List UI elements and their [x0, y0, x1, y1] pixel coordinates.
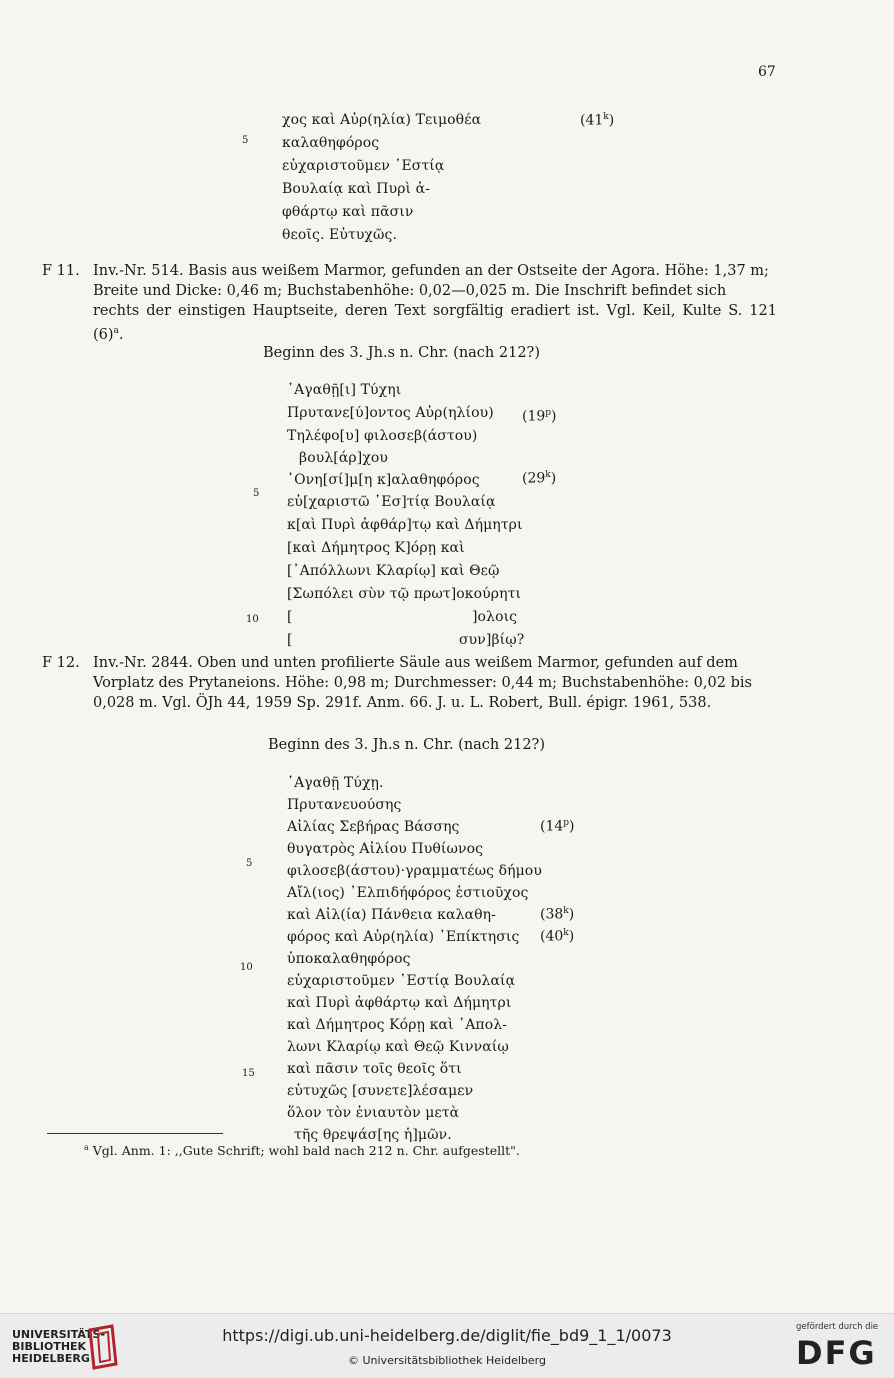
inscription-line: καὶ Πυρὶ ἀφθάρτῳ καὶ Δήμητρι — [287, 995, 512, 1011]
inscription-line: Πρυτανευούσης — [287, 797, 402, 813]
inscription-line: εὐχαριστοῦμεν ῾Εστίᾳ — [282, 158, 445, 174]
permalink-url[interactable]: https://digi.ub.uni-heidelberg.de/diglit/fie_bd9_1_1/0073 — [222, 1326, 672, 1345]
inscription-line: εὐ[χαριστῶ ῾Εσ]τίᾳ Βουλαίᾳ — [287, 494, 496, 510]
description-line: Inv.-Nr. 514. Basis aus weißem Marmor, gefunden an der Ostseite der Agora. Höhe: 1,37 m; — [93, 263, 769, 279]
footer-banner — [0, 1313, 894, 1378]
line-number: 10 — [246, 614, 259, 625]
inscription-line: χος καὶ Αὐρ(ηλία) Τειμοθέα — [282, 112, 482, 128]
copyright-text: © Universitätsbibliothek Heidelberg — [347, 1354, 546, 1367]
entry-label: F 12. — [42, 655, 80, 671]
reference-note: (14$^p$) — [540, 818, 575, 835]
dating-line: Beginn des 3. Jh.s n. Chr. (nach 212?) — [263, 345, 540, 361]
line-number: 15 — [242, 1068, 255, 1079]
inscription-line: Βουλαίᾳ καὶ Πυρὶ ἀ- — [282, 181, 431, 197]
inscription-line: φθάρτῳ καὶ πᾶσιν — [282, 204, 414, 220]
reference-note: (29$^k$) — [522, 470, 557, 487]
inscription-line: φιλοσεβ(άστου)·γραμματέως δήμου — [287, 863, 542, 879]
inscription-line: καὶ Δήμητρος Κόρῃ καὶ ᾿Απολ- — [287, 1017, 508, 1033]
inscription-line: λωνι Κλαρίῳ καὶ Θεῷ Κινναίῳ — [287, 1039, 509, 1055]
inscription-line-end: συν]βίῳ? — [459, 632, 525, 648]
inscription-line: Πρυτανε[ύ]οντος Αὐρ(ηλίου) — [287, 405, 494, 421]
entry-f12-description — [42, 653, 777, 713]
description-line: Vorplatz des Prytaneions. Höhe: 0,98 m; Durchmesser: 0,44 m; Buchstabenhöhe: 0,02 bis — [93, 675, 752, 691]
reference-note: (38$^k$) — [540, 906, 575, 923]
inscription-line: [᾿Απόλλωνι Κλαρίῳ] καὶ Θεῷ — [287, 563, 500, 579]
dfg-logo[interactable]: DFG — [796, 1334, 877, 1372]
inscription-line: Αἴλ(ιος) ᾿Ελπιδήφόρος ἑστιοῦχος — [287, 885, 529, 901]
inscription-line: τῆς θρεψάσ[ης ἡ]μῶν. — [294, 1127, 452, 1143]
entry-label: F 11. — [42, 263, 80, 279]
funded-by-text: gefördert durch die — [796, 1322, 879, 1332]
description-line: rechts der einstigen Hauptseite, deren Text sorgfältig eradiert ist. Vgl. Keil, Kulte S. 121 $(6)^a$. — [93, 303, 777, 343]
entry-f11-description — [42, 261, 777, 345]
inscription-line: θυγατρὸς Αἰλίου Πυθίωνος — [287, 841, 484, 857]
inscription-line: κ[αὶ Πυρὶ ἀφθάρ]τῳ καὶ Δήμητρι — [287, 517, 523, 533]
line-number: 5 — [253, 488, 260, 499]
inscription-line: θεοῖς. Εὐτυχῶς. — [282, 227, 398, 243]
library-logo-icon — [86, 1324, 122, 1374]
footnote-rule — [47, 1133, 223, 1134]
inscription-line: [Σωπόλει σὺν τῷ πρωτ]οκούρητι — [287, 586, 522, 602]
line-number: 5 — [246, 858, 253, 869]
page-number: 67 — [758, 64, 776, 80]
inscription-line: καὶ Αἰλ(ία) Πάνθεια καλαθη- — [287, 907, 496, 923]
inscription-line: ᾿Ονη[σί]μ[η κ]αλαθηφόρος — [287, 472, 480, 488]
inscription-line: Τηλέφο[υ] φιλοσεβ(άστου) — [287, 428, 478, 444]
description-line: 0,028 m. Vgl. ÖJh 44, 1959 Sp. 291f. Anm. 66. J. u. L. Robert, Bull. épigr. 1961, 538. — [93, 695, 712, 711]
inscription-line: ὅλον τὸν ἐνιαυτὸν μετὰ — [287, 1105, 460, 1121]
description-line: Breite und Dicke: 0,46 m; Buchstabenhöhe: 0,02—0,025 m. Die Inschrift befindet sich — [93, 283, 727, 299]
description-line: Inv.-Nr. 2844. Oben und unten profilierte Säule aus weißem Marmor, gefunden auf dem — [93, 655, 738, 671]
inscription-line: καὶ πᾶσιν τοῖς θεοῖς ὅτι — [287, 1061, 462, 1077]
inscription-line: ᾿Αγαθῇ[ι] Τύχηι — [287, 382, 402, 398]
library-name: UNIVERSITÄTS- BIBLIOTHEK HEIDELBERG — [12, 1328, 106, 1365]
inscription-line: [ — [287, 632, 293, 648]
footnote: $^a$ Vgl. Anm. 1: ,,Gute Schrift; wohl bald nach 212 n. Chr. aufgestellt". — [84, 1143, 520, 1159]
inscription-line: καλαθηφόρος — [282, 135, 380, 151]
dating-line: Beginn des 3. Jh.s n. Chr. (nach 212?) — [268, 737, 545, 753]
inscription-line-end: ]ολοις — [472, 609, 518, 625]
line-number: 10 — [240, 962, 253, 973]
inscription-line: Αἰλίας Σεβήρας Βάσσης — [287, 819, 460, 835]
inscription-line: εὐχαριστοῦμεν ῾Εστίᾳ Βουλαίᾳ — [287, 973, 516, 989]
inscription-line: φόρος καὶ Αὐρ(ηλία) ᾿Επίκτησις — [287, 929, 520, 945]
reference-note: (19$^p$) — [522, 408, 557, 425]
reference-note: (41$^k$) — [580, 112, 615, 129]
inscription-line: βουλ[άρ]χου — [299, 450, 389, 466]
inscription-line: [καὶ Δήμητρος Κ]όρῃ καὶ — [287, 540, 465, 556]
line-number: 5 — [242, 135, 249, 146]
inscription-line: ᾿Αγαθῇ Τύχῃ. — [287, 775, 384, 791]
reference-note: (40$^k$) — [540, 928, 575, 945]
inscription-line: [ — [287, 609, 293, 625]
inscription-line: ὑποκαλαθηφόρος — [287, 951, 411, 967]
inscription-line: εὐτυχῶς [συνετε]λέσαμεν — [287, 1083, 474, 1099]
